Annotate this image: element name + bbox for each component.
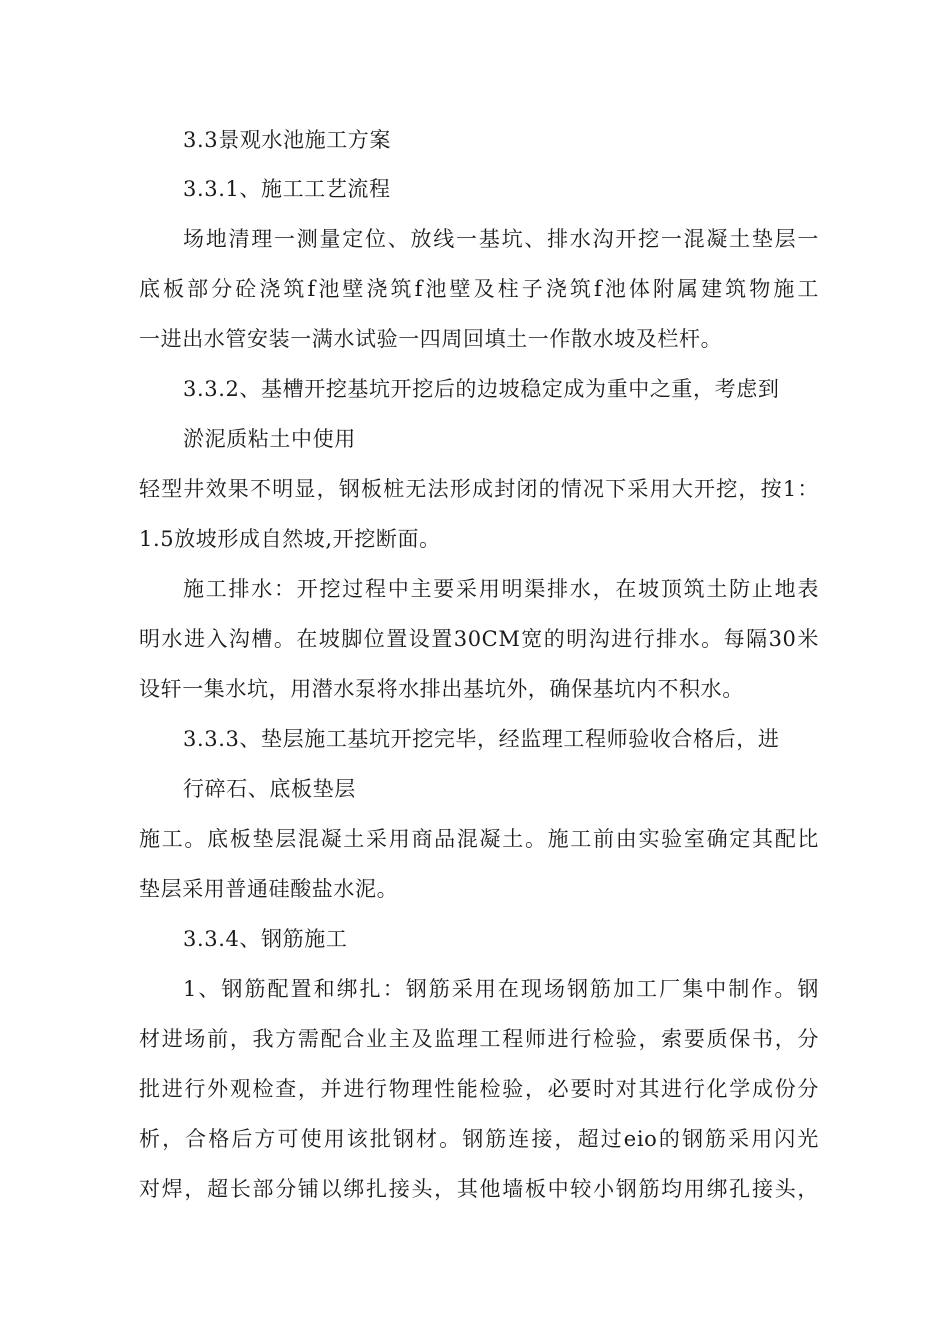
- paragraph-line: 明水进入沟槽。在坡脚位置设置30CM宽的明沟进行排水。每隔30米: [139, 627, 819, 651]
- paragraph-line: 一进出水管安装一满水试验一四周回填土一作散水坡及栏杆。: [139, 327, 723, 351]
- paragraph-line: 设轩一集水坑，用潜水泵将水排出基坑外，确保基坑内不积水。: [139, 677, 744, 701]
- paragraph-line: 析，合格后方可使用该批钢材。钢筋连接，超过eio的钢筋采用闪光: [139, 1127, 819, 1151]
- paragraph-line: 1.5放坡形成自然坡,开挖断面。: [139, 527, 441, 551]
- subsection-heading-3-3-2: 3.3.2、基槽开挖基坑开挖后的边坡稳定成为重中之重，考虑到: [183, 377, 780, 401]
- paragraph-line: 批进行外观检查，并进行物理性能检验，必要时对其进行化学成份分: [139, 1077, 819, 1101]
- paragraph-line: 1、钢筋配置和绑扎：钢筋采用在现场钢筋加工厂集中制作。钢: [183, 977, 819, 1001]
- paragraph-line: 场地清理一测量定位、放线一基坑、排水沟开挖一混凝土垫层一: [183, 227, 819, 251]
- paragraph-line: 材进场前，我方需配合业主及监理工程师进行检验，索要质保书，分: [139, 1027, 819, 1051]
- subsection-heading-3-3-3: 3.3.3、垫层施工基坑开挖完毕，经监理工程师验收合格后，进: [183, 727, 780, 751]
- subsection-heading-3-3-1: 3.3.1、施工工艺流程: [183, 177, 391, 201]
- section-heading-3-3: 3.3景观水池施工方案: [183, 128, 391, 152]
- paragraph-line: 施工。底板垫层混凝土采用商品混凝土。施工前由实验室确定其配比: [139, 827, 819, 851]
- paragraph-line: 垫层采用普通硅酸盐水泥。: [139, 877, 399, 901]
- paragraph-line: 施工排水：开挖过程中主要采用明渠排水，在坡顶筑土防止地表: [183, 577, 819, 601]
- paragraph-line: 轻型井效果不明显，钢板桩无法形成封闭的情况下采用大开挖，按1：: [139, 477, 819, 501]
- paragraph-line: 对焊，超长部分铺以绑扎接头，其他墙板中较小钢筋均用绑孔接头，: [139, 1177, 819, 1201]
- paragraph-line: 行碎石、底板垫层: [183, 777, 356, 801]
- paragraph-line: 淤泥质粘土中使用: [183, 427, 356, 451]
- paragraph-line: 底板部分砼浇筑f池壁浇筑f池壁及柱子浇筑f池体附属建筑物施工: [139, 277, 819, 301]
- subsection-heading-3-3-4: 3.3.4、钢筋施工: [183, 927, 348, 951]
